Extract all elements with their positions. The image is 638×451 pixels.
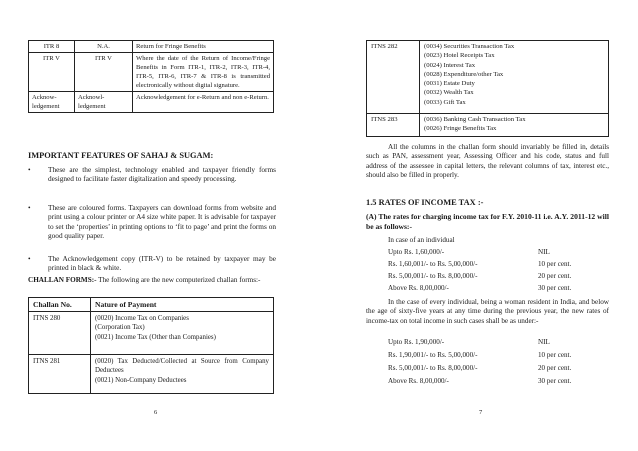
form-code: ITR V <box>29 53 75 92</box>
feature-bullet <box>28 254 276 274</box>
bullet-text: These are the simplest, technology enabled and taxpayer friendly forms designed to facilitate faster digitalization and speedy processing. <box>48 165 276 184</box>
payment-line: (0021) Non-Company Deductees <box>95 376 187 384</box>
slab-rate: 30 per cent. <box>538 377 572 385</box>
payment-line: (0020) Income Tax on Companies <box>95 315 189 323</box>
slab-range: Rs. 5,00,001/- to Rs. 8,00,000/- <box>388 364 478 372</box>
form-code: Acknow-ledgement <box>29 92 75 113</box>
slab-range: Upto Rs. 1,90,000/- <box>388 338 445 346</box>
payment-line: (0023) Hotel Receipts Tax <box>424 52 495 60</box>
table-row <box>29 41 274 53</box>
payment-line: (0031) Estate Duty <box>424 80 475 88</box>
payment-line: (0034) Securities Transaction Tax <box>424 43 515 50</box>
payment-line: (Corporation Tax) <box>95 324 145 332</box>
table-row <box>29 92 274 113</box>
form-name: N.A. <box>75 41 133 53</box>
challan-instructions: All the columns in the challan form should invariably be filled in, details such as PAN, assessment year, Assessing Officer and his code, status and full address of the assessee in capital letters, the relevant columns of tax, interest etc., should also be filled in properly. <box>366 143 609 180</box>
slab-rate: 20 per cent. <box>538 272 572 280</box>
challan-forms-paragraph <box>28 276 276 285</box>
challan-number: ITNS 282 <box>367 41 420 114</box>
slab-range: Above Rs. 8,00,000/- <box>388 377 449 385</box>
payment-line: (0020) Tax Deducted/Collected at Source from Company Deductees <box>95 358 269 375</box>
bullet-text: The Acknowledgement copy (ITR-V) to be retained by taxpayer may be printed in black & white. <box>48 254 276 273</box>
page-number: 7 <box>479 409 483 416</box>
form-description: Return for Fringe Benefits <box>133 41 274 53</box>
challan-payment-cell <box>91 355 274 394</box>
bullet-icon: • <box>28 165 31 174</box>
challan-payment-cell <box>91 312 274 355</box>
bullet-icon: • <box>28 203 31 212</box>
bullet-text: These are coloured forms. Taxpayers can download forms from website and print using a colour printer or A4 size white paper. It is advisable for taxpayer to set the ‘properties’ in printing options to ‘fit to page’ and print the forms on good quality paper. <box>48 203 276 241</box>
column-header: Challan No. <box>29 298 91 312</box>
section-heading: 1.5 RATES OF INCOME TAX :- <box>366 198 484 207</box>
feature-bullet <box>28 165 276 203</box>
features-heading: IMPORTANT FEATURES OF SAHAJ & SUGAM: <box>28 151 214 160</box>
payment-line: (0028) Expenditure/other Tax <box>424 70 504 78</box>
challan-number: ITNS 280 <box>29 312 91 355</box>
slab-range: Above Rs. 8,00,000/- <box>388 284 449 292</box>
slab-rate: 30 per cent. <box>538 284 572 292</box>
challan-forms-heading: CHALLAN FORMS:- <box>28 276 97 284</box>
payment-line: (0036) Banking Cash Transaction Tax <box>424 116 526 123</box>
table-row <box>367 114 609 137</box>
challan-table-continued <box>366 40 609 137</box>
payment-line: (0024) Interest Tax <box>424 61 476 69</box>
payment-line: (0021) Income Tax (Other than Companies) <box>95 333 216 341</box>
slab-rate: 10 per cent. <box>538 260 572 268</box>
payment-line: (0033) Gift Tax <box>424 98 466 106</box>
slab-rate: NIL <box>538 338 550 346</box>
slab-rate: 10 per cent. <box>538 351 572 359</box>
challan-payment-cell <box>420 41 609 114</box>
challan-forms-intro: The following are the new computerized challan forms:- <box>96 276 261 284</box>
form-name: Acknowl-ledgement <box>75 92 133 113</box>
slab-rate: NIL <box>538 248 550 256</box>
table-row <box>29 355 274 394</box>
table-row <box>29 53 274 92</box>
bullet-icon: • <box>28 254 31 263</box>
slab-rate: 20 per cent. <box>538 364 572 372</box>
challan-number: ITNS 283 <box>367 114 420 137</box>
page-number: 6 <box>154 409 158 416</box>
slab-range: Upto Rs. 1,60,000/- <box>388 248 445 256</box>
slab-range: Rs. 1,90,001/- to Rs. 5,00,000/- <box>388 351 478 359</box>
itr-forms-table <box>28 40 274 113</box>
individual-label: In case of an individual <box>388 236 455 244</box>
form-code: ITR 8 <box>29 41 75 53</box>
woman-resident-paragraph: In the case of every individual, being a woman resident in India, and below the age of sixty-five years at any time during the previous year, the new rates of income-tax on total income in such cases shall be as under:- <box>366 298 609 325</box>
table-header-row <box>29 298 274 312</box>
slab-range: Rs. 5,00,001/- to Rs. 8,00,000/- <box>388 272 478 280</box>
form-description: Acknowledgement for e-Return and non e-Return. <box>133 92 274 113</box>
payment-line: (0032) Wealth Tax <box>424 89 474 97</box>
table-row <box>29 312 274 355</box>
payment-line: (0026) Fringe Benefits Tax <box>424 125 497 133</box>
column-header: Nature of Payment <box>91 298 274 312</box>
form-description: Where the date of the Return of Income/Fringe Benefits in Form ITR-1, ITR-2, ITR-3, ITR-4, ITR-5, ITR-6, ITR-7 & ITR-8 is transmitted electronically without digital signature. <box>133 53 274 92</box>
challan-number: ITNS 281 <box>29 355 91 394</box>
form-name: ITR V <box>75 53 133 92</box>
challan-payment-cell <box>420 114 609 137</box>
slab-range: Rs. 1,60,001/- to Rs. 5,00,000/- <box>388 260 478 268</box>
rates-subheading: (A) The rates for charging income tax for F.Y. 2010-11 i.e. A.Y. 2011-12 will be as follows:- <box>366 212 609 231</box>
table-row <box>367 41 609 114</box>
challan-table <box>28 297 274 394</box>
feature-bullet <box>28 203 276 251</box>
